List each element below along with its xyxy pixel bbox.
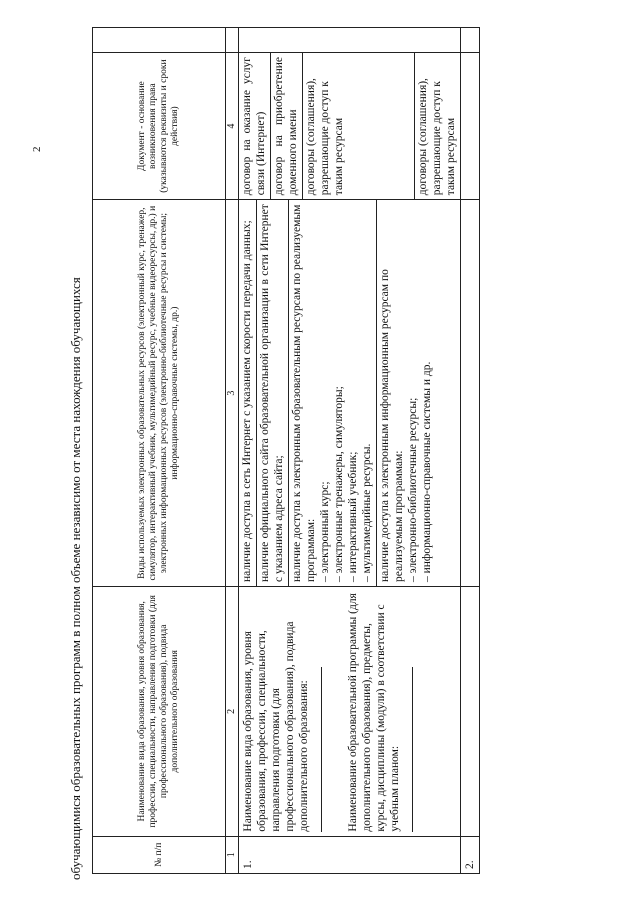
column-number: 4 — [226, 52, 239, 199]
table-header-row — [93, 28, 226, 874]
educational-resources-title: наличие доступа к электронным образовательным ресурсам по реализуемым программам: — [291, 204, 317, 583]
list-item: – мультимедийные ресурсы. — [361, 443, 373, 583]
column-number-empty — [226, 28, 239, 53]
educational-resources-agreement-text: договоры (соглашения), разрешающие доступ к таким ресурсам — [303, 53, 415, 199]
empty-cell — [239, 28, 461, 53]
domain-contract-text: договор на приобретение доменного имени — [271, 53, 303, 199]
fill-in-line — [402, 667, 413, 832]
fill-in-line — [311, 667, 322, 832]
header-number: № п/п — [93, 836, 226, 873]
resource-types-cell — [239, 200, 461, 587]
list-item: – информационно-справочные системы и др. — [421, 361, 433, 583]
website-text: наличие официального сайта образовательной организации в сети Интернет с указанием адреса сайта; — [257, 200, 289, 586]
header-resource-types: Виды используемых электронных образовательных ресурсов (электронный курс, тренажер, симулятор, интерактивный учебник, мультимедийный ресурс, учебные видеоресурсы, др.) и электронных информационных ресурсов (электронно-библиотечные ресурсы и системы; информационно-справочные системы, др.) — [93, 200, 226, 587]
header-education-type: Наименование вида образования, уровня образования, профессии, специальности, направления подготовки (для профессионального образования), подвида дополнительного образования — [93, 587, 226, 837]
empty-cell — [461, 52, 480, 199]
table-row — [461, 28, 480, 874]
information-resources-title: наличие доступа к электронным информационным ресурсам по реализуемым программам: — [379, 269, 405, 583]
list-item: – электронно-библиотечные ресурсы; — [407, 397, 419, 583]
empty-cell — [461, 587, 480, 837]
education-program-cell — [239, 587, 461, 837]
educational-resources-block — [289, 200, 377, 586]
column-number: 2 — [226, 587, 239, 837]
row-number: 2. — [461, 836, 480, 873]
list-item: – интерактивный учебник; — [347, 451, 359, 583]
list-item: – электронный курс; — [319, 481, 331, 583]
header-empty — [93, 28, 226, 53]
row-number: 1. — [239, 836, 461, 873]
internet-access-text: наличие доступа в сеть Интернет с указанием скорости передачи данных; — [239, 200, 257, 586]
table-column-numbers-row — [226, 28, 239, 874]
program-name-text: Наименование образовательной программы (для дополнительного образования), предметы, курсы, дисциплины (модули) в соответствии с учебным планом: — [347, 593, 401, 832]
table-row — [239, 28, 461, 874]
list-item: – электронные тренажеры, симуляторы; — [333, 386, 345, 583]
header-document-basis: Документ - основание возникновения права (указываются реквизиты и сроки действия) — [93, 52, 226, 199]
empty-cell — [461, 28, 480, 53]
rotated-page-content — [65, 20, 565, 880]
page-number: 2 — [31, 146, 43, 152]
information-resources-block — [377, 200, 436, 586]
internet-contract-text: договор на оказание услуг связи (Интернет) — [239, 53, 271, 199]
column-number: 1 — [226, 836, 239, 873]
column-number: 3 — [226, 200, 239, 587]
document-heading: обучающимися образовательных программ в полном объеме независимо от места нахождения обучающихся — [68, 277, 83, 880]
empty-cell — [461, 200, 480, 587]
information-resources-agreement-text: договоры (соглашения), разрешающие доступ к таким ресурсам — [417, 78, 457, 196]
education-type-text: Наименование вида образования, уровня образования, профессии, специальности, направления подготовки (для профессионального образования), подвида дополнительного образования: — [242, 621, 310, 832]
resources-table — [92, 27, 480, 874]
document-basis-cell — [239, 52, 461, 199]
